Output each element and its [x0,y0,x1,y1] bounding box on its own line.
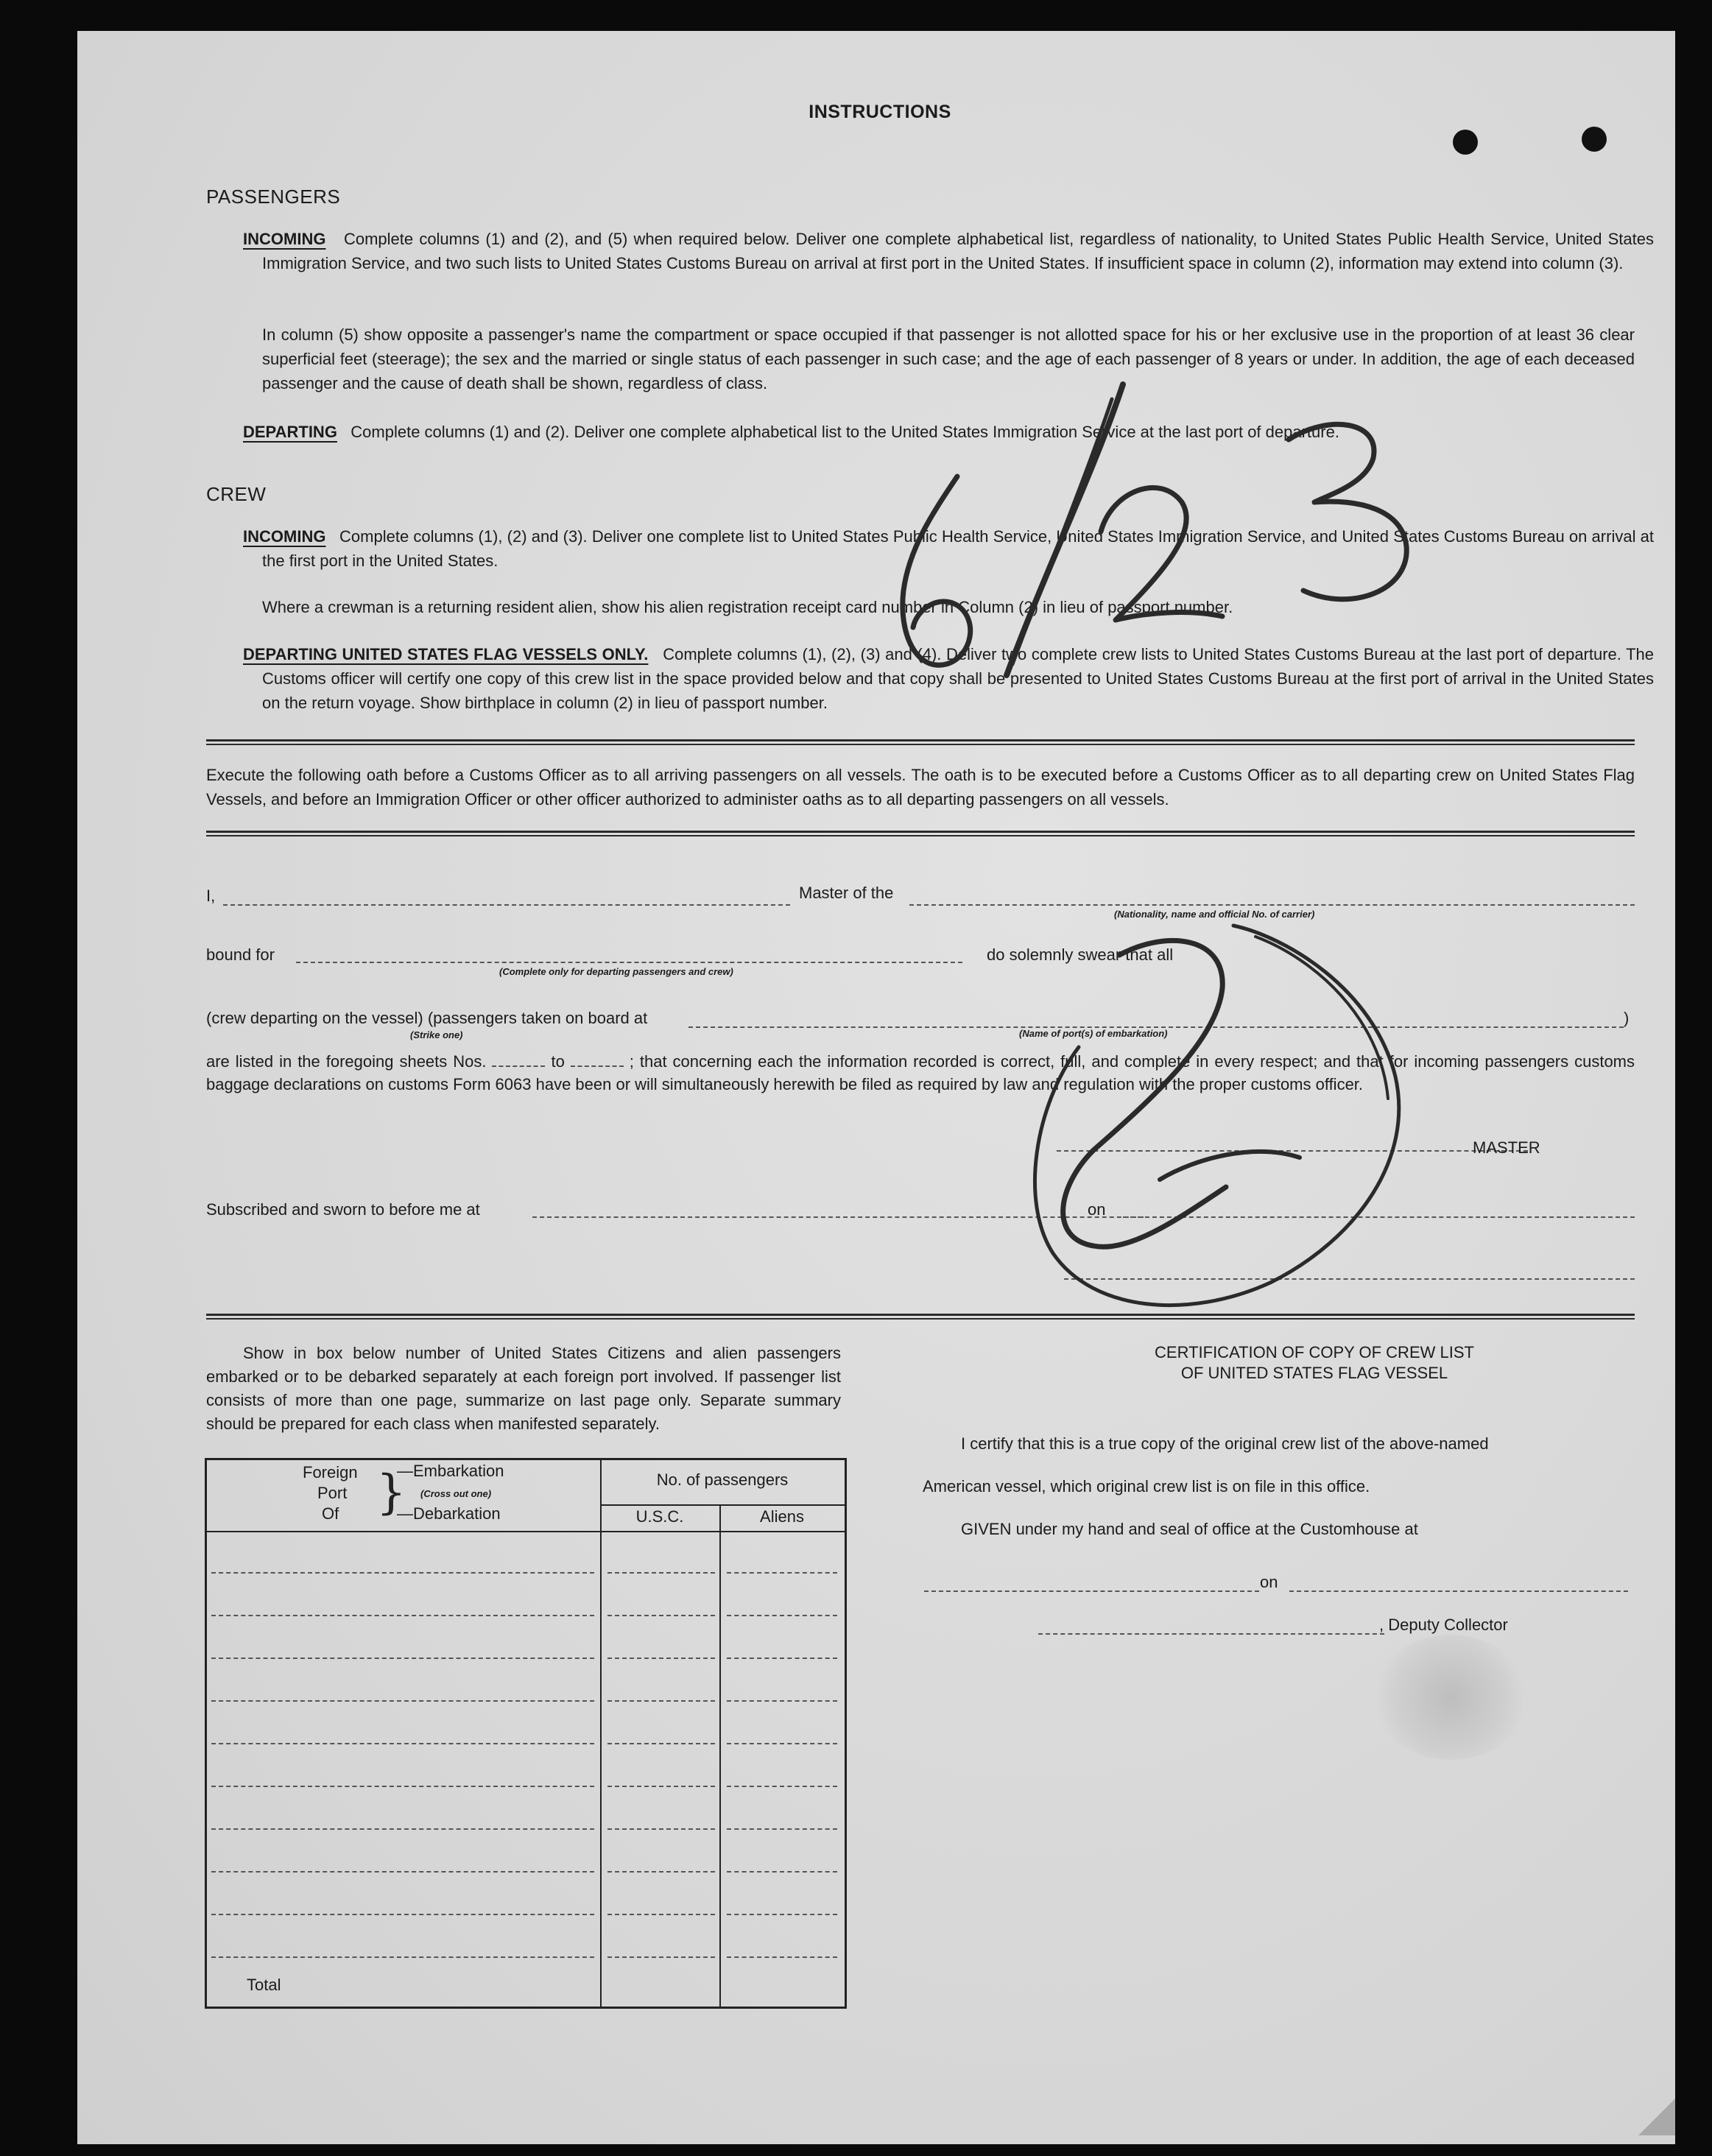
crew-departing-text: Complete columns (1), (2), (3) and (4). Deliver two complete crew lists to United States Customs Bureau at the last port of departure. The Customs officer will certify one copy of this crew list in the space provided below and that copy shall be presented to United States Customs Bureau at the first port of arrival in the United States on the return voyage. Show birthplace in column (2) in lieu of passport number. [262,645,1655,712]
handwritten-number-text [961,384,962,385]
usc-row-field[interactable] [607,1828,715,1830]
carrier-field[interactable] [909,904,1635,906]
passenger-summary-table [205,1458,847,2009]
oath-close-paren: ) [1624,1009,1630,1027]
usc-row-field[interactable] [607,1615,715,1616]
usc-row-field[interactable] [607,1572,715,1574]
certification-heading-1: CERTIFICATION OF COPY OF CREW LIST [1155,1343,1474,1361]
usc-row-field[interactable] [607,1743,715,1744]
crew-departing-paragraph [243,642,1654,715]
port-row-field[interactable] [211,1956,594,1958]
page-title: INSTRUCTIONS [809,102,951,122]
subscribed-on-label: on [1088,1200,1106,1219]
usc-row-field[interactable] [607,1956,715,1958]
table-divider [719,1504,721,2007]
folded-corner [1638,2099,1675,2135]
aliens-row-field[interactable] [727,1828,837,1830]
usc-row-field[interactable] [607,1914,715,1915]
passengers-heading: PASSENGERS [206,186,341,208]
section-divider [206,1314,1635,1320]
listed-to: to [551,1052,565,1071]
master-signature-label: MASTER [1473,1138,1540,1157]
aliens-row-field[interactable] [727,1657,837,1659]
passengers-incoming-label: INCOMING [243,230,326,248]
table-divider [600,1460,602,2007]
usc-row-field[interactable] [607,1700,715,1702]
section-divider [206,831,1635,836]
crew-departing-label: DEPARTING UNITED STATES FLAG VESSELS ONLY. [243,645,649,663]
oath-i-label: I, [206,887,216,905]
aliens-row-field[interactable] [727,1572,837,1574]
carrier-hint: (Nationality, name and official No. of carrier) [1114,909,1315,920]
seal-stamp [1373,1635,1528,1760]
certify-line-a: I certify that this is a true copy of the original crew list of the above-named [961,1434,1489,1453]
aliens-row-field[interactable] [727,1615,837,1616]
port-row-field[interactable] [211,1914,594,1915]
passengers-departing-paragraph [243,420,1635,444]
document-page [77,31,1675,2144]
port-row-field[interactable] [211,1615,594,1616]
crew-incoming-text: Complete columns (1), (2) and (3). Deliver one complete list to United States Public Health Service, United States Immigration Service, and United States Customs Bureau on arrival at the first port in the United States. [262,527,1654,570]
customhouse-field[interactable] [924,1590,1259,1592]
deputy-signature-field[interactable] [1038,1633,1384,1635]
certification-on-label: on [1260,1573,1278,1591]
crew-incoming-paragraph [243,524,1654,573]
port-row-field[interactable] [211,1786,594,1787]
bound-hint: (Complete only for departing passengers and crew) [499,966,733,977]
strike-hint: (Strike one) [410,1029,463,1040]
master-name-field[interactable] [223,904,790,906]
section-divider [206,739,1635,745]
oath-intro: Execute the following oath before a Customs Officer as to all arriving passengers on all vessels. The oath is to be executed before a Customs Officer as to all departing crew on United States Flag Vessels, and before an Immigration Officer or other officer authorized to administer oaths as to all departing passengers on all vessels. [206,766,1635,808]
header-no-of-passengers: No. of passengers [656,1470,789,1489]
officer-signature-field[interactable] [1064,1278,1635,1280]
header-foreign: Foreign [303,1463,358,1482]
listed-text-a: are listed in the foregoing sheets Nos. [206,1052,487,1071]
aliens-row-field[interactable] [727,1786,837,1787]
usc-row-field[interactable] [607,1786,715,1787]
sheet-to-field[interactable] [571,1065,624,1067]
header-usc: U.S.C. [635,1507,684,1526]
aliens-row-field[interactable] [727,1914,837,1915]
aliens-row-field[interactable] [727,1743,837,1744]
port-row-field[interactable] [211,1871,594,1873]
bound-for-field[interactable] [296,962,962,963]
port-row-field[interactable] [211,1572,594,1574]
ports-hint: (Name of port(s) of embarkation) [1019,1028,1168,1039]
subscribed-label: Subscribed and sworn to before me at [206,1200,480,1219]
oath-crew-label: (crew departing on the vessel) (passengers taken on board at [206,1009,648,1027]
handwritten-circled-text [1123,988,1124,989]
port-row-field[interactable] [211,1700,594,1702]
header-debarkation: —Debarkation [397,1504,501,1523]
usc-row-field[interactable] [607,1657,715,1659]
total-label: Total [247,1976,281,1994]
port-row-field[interactable] [211,1743,594,1744]
passengers-departing-label: DEPARTING [243,423,337,441]
passengers-incoming-paragraph [243,227,1654,275]
passengers-departing-text: Complete columns (1) and (2). Deliver one complete alphabetical list to the United States Immigration Service at the last port of departure. [350,423,1339,441]
deputy-collector-label: , Deputy Collector [1379,1616,1508,1634]
aliens-row-field[interactable] [727,1700,837,1702]
header-of: Of [322,1504,339,1523]
listed-text-b: ; that concerning each the information recorded is correct, full, and complete in every respect; and that for incoming passengers customs baggage declarations on customs Form 6063 have been or will simultaneously herewith be filed as required by law and regulation with the proper customs officer. [206,1052,1635,1093]
master-signature-field[interactable] [1057,1150,1528,1152]
oath-master-of-label: Master of the [799,884,894,902]
passengers-incoming-text: Complete columns (1) and (2), and (5) when required below. Deliver one complete alphabetical list, regardless of nationality, to United States Public Health Service, United States Immigration Service, and two such lists to United States Customs Bureau on arrival at first port in the United States. If insufficient space in column (2), information may extend into column (3). [262,230,1655,272]
header-cross-out: (Cross out one) [420,1488,492,1499]
port-row-field[interactable] [211,1657,594,1659]
certification-date-field[interactable] [1289,1590,1628,1592]
header-aliens: Aliens [760,1507,804,1526]
table-divider [600,1504,845,1506]
crew-heading: CREW [206,483,267,505]
header-embarkation: —Embarkation [397,1462,504,1480]
subscribed-place-field[interactable] [532,1216,1144,1218]
given-line: GIVEN under my hand and seal of office at the Customhouse at [961,1520,1418,1538]
crew-incoming-label: INCOMING [243,527,326,546]
certification-heading-2: OF UNITED STATES FLAG VESSEL [1180,1364,1448,1382]
aliens-row-field[interactable] [727,1871,837,1873]
port-row-field[interactable] [211,1828,594,1830]
table-divider [207,1531,845,1532]
usc-row-field[interactable] [607,1871,715,1873]
sheet-from-field[interactable] [492,1065,545,1067]
passengers-column5-paragraph: In column (5) show opposite a passenger's name the compartment or space occupied if that passenger is not allotted space for his or her exclusive use in the proportion of at least 36 clear superficial feet (steerage); the sex and the married or single status of each passenger in such case; and the age of each passenger of 8 years or under. In addition, the age of each deceased passenger and the cause of death shall be shown, regardless of class. [262,325,1635,392]
certify-line-b: American vessel, which original crew list is on file in this office. [923,1477,1370,1496]
subscribed-date-field[interactable] [1123,1216,1635,1218]
oath-swear-label: do solemnly swear that all [987,945,1174,964]
crew-resident-paragraph: Where a crewman is a returning resident alien, show his alien registration receipt card number in Column (2) in lieu of passport number. [262,598,1233,616]
header-port: Port [317,1484,348,1502]
oath-bound-label: bound for [206,945,275,964]
punch-hole [1453,130,1478,155]
brace: } [376,1465,406,1520]
oath-listed-paragraph [206,1050,1635,1096]
punch-hole [1582,127,1607,152]
summary-instructions: Show in box below number of United States Citizens and alien passengers embarked or to be debarked separately at each foreign port involved. If passenger list consists of more than one page, summarize on last page only. Separate summary should be prepared for each class when manifested separately. [206,1344,841,1433]
aliens-row-field[interactable] [727,1956,837,1958]
